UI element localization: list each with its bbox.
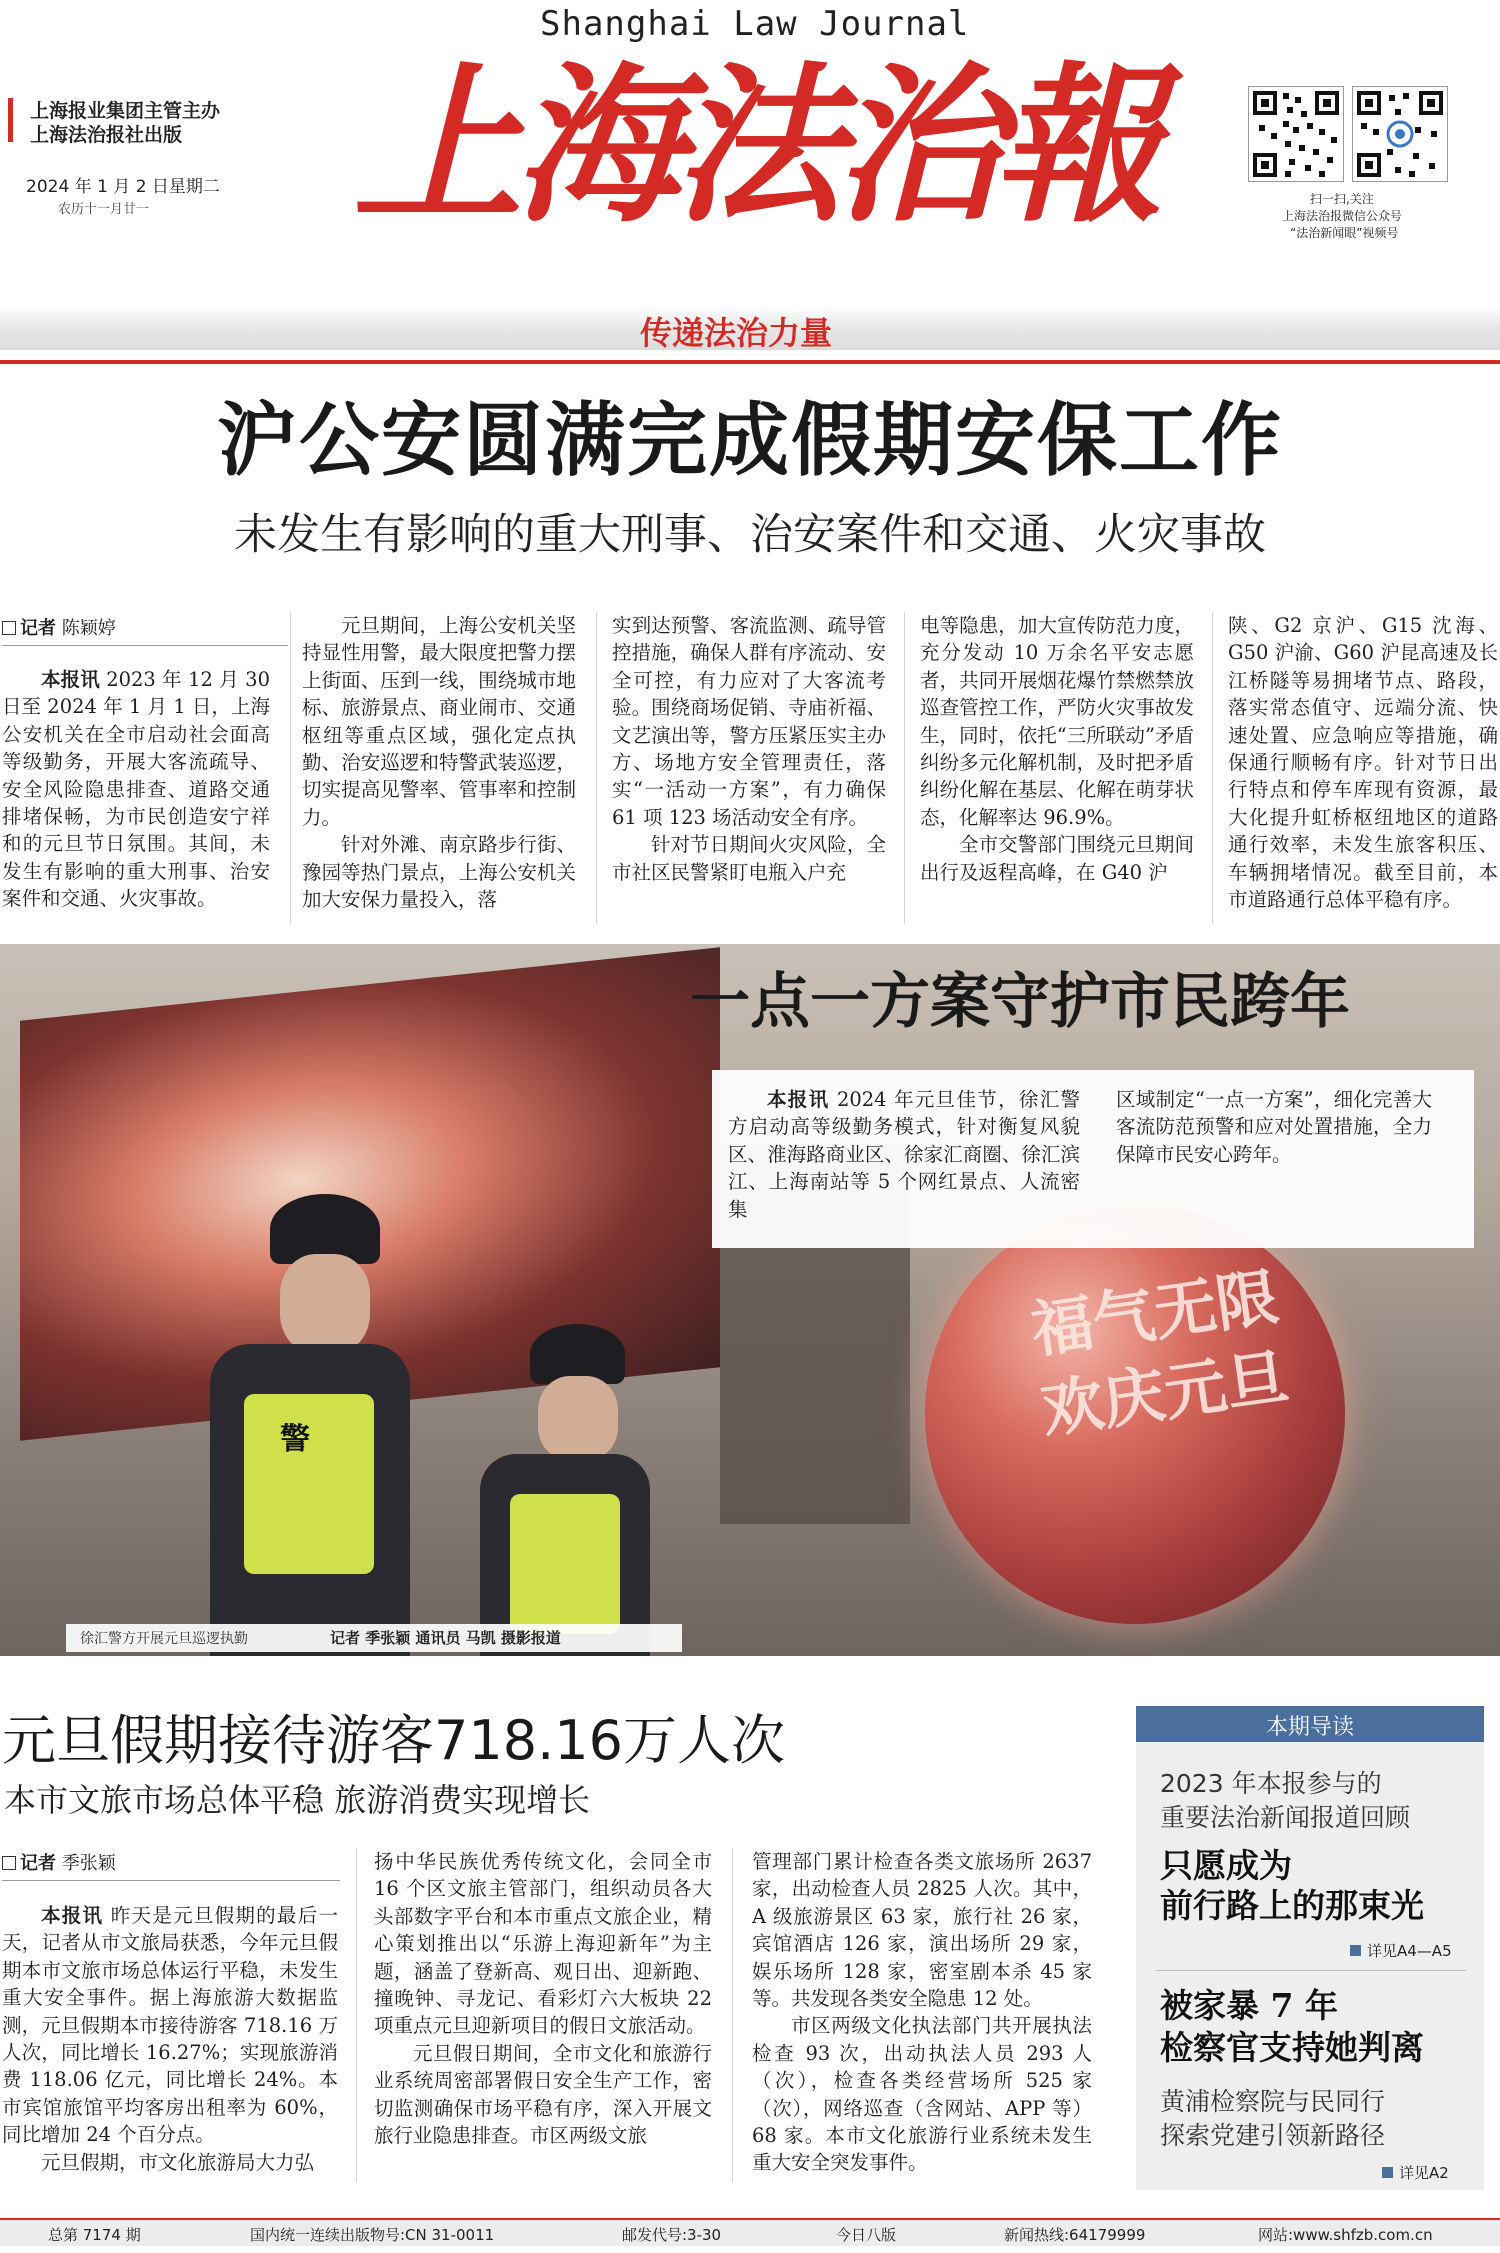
footer-post-code: 邮发代号:3-30	[622, 2226, 722, 2244]
headline-byline	[2, 614, 116, 640]
column-divider	[596, 612, 597, 924]
footer-website[interactable]: 网站:www.shfzb.com.cn	[1258, 2226, 1433, 2244]
guide-item2-line1[interactable]: 只愿成为	[1160, 1846, 1292, 1885]
tourism-lead-label: 本报讯	[41, 1904, 104, 1927]
guide-item2-ref[interactable]	[1350, 1940, 1452, 1961]
headline-col-2	[302, 612, 576, 930]
slogan: 传递法治力量	[640, 314, 833, 352]
column-divider	[732, 1848, 733, 2182]
guide-item1-line1[interactable]: 2023 年本报参与的	[1160, 1769, 1382, 1798]
video-qr-icon[interactable]	[1352, 86, 1448, 182]
headline-col-3-text: 实到达预警、客流监测、疏导管控措施，确保人群有序流动、安全可控，有力应对了大客流考验。围绕商场促销、寺庙祈福、文艺演出等，警方压紧压实主办方、场地方安全管理责任，落实“一活动一方案”，有力确保 61 项 123 场活动安全有序。	[612, 614, 886, 829]
photo-caption: 徐汇警方开展元旦巡逻执勤	[80, 1631, 248, 1647]
byline-label: 记者	[20, 618, 56, 639]
headline-subtitle: 未发生有影响的重大刑事、治安案件和交通、火灾事故	[234, 510, 1266, 560]
guide-item4-line1[interactable]: 黄浦检察院与民同行	[1160, 2087, 1386, 2116]
photo-story-col-2	[1116, 1086, 1432, 1236]
sponsor-line-2: 上海法治报社出版	[30, 124, 183, 146]
photo-story	[0, 944, 1500, 1656]
headline-col-3b-text: 针对节日期间火灾风险，全市社区民警紧盯电瓶入户充	[612, 833, 886, 884]
headline-col-1	[2, 666, 270, 946]
guide-item3-line1[interactable]: 被家暴 7 年	[1160, 1986, 1338, 2025]
qr-caption-3: “法治新闻眼”视频号	[1290, 226, 1399, 240]
photo-story-title: 一点一方案守护市民跨年	[690, 967, 1350, 1037]
tourism-col-3	[752, 1848, 1092, 2192]
byline-rule	[2, 645, 288, 646]
photo-story-body-1: 2024 年元旦佳节，徐汇警方启动高等级勤务模式，针对衡复风貌区、淮海路商业区、徐家汇商圈、徐汇滨江、上海南站等 5 个网红景点、人流密集	[728, 1088, 1080, 1221]
lead-label: 本报讯	[41, 668, 100, 691]
qr-caption-1: 扫一扫,关注	[1310, 192, 1374, 206]
headline-col-4	[920, 612, 1194, 930]
footer-cn: 国内统一连续出版物号:CN 31-0011	[250, 2226, 495, 2244]
headline-col-2-text: 元旦期间，上海公安机关坚持显性用警，最大限度把警力摆上街面、压到一线，围绕城市地标、旅游景点、商业闹市、交通枢纽等重点区域，强化定点执勤、治安巡逻和特警武装巡逻，切实提高见警率、管事率和控制力。	[302, 614, 576, 829]
column-divider	[290, 612, 291, 924]
guide-header: 本期导读	[1265, 1715, 1354, 1740]
ref-square-icon	[1350, 1945, 1361, 1956]
masthead-rule	[0, 360, 1500, 364]
headline-title: 沪公安圆满完成假期安保工作	[217, 393, 1283, 487]
wechat-qr-icon[interactable]	[1248, 86, 1344, 182]
headline-col-3	[612, 612, 886, 930]
guide-item4-line2[interactable]: 探索党建引领新路径	[1160, 2121, 1386, 2150]
column-divider	[356, 1848, 357, 2182]
sphere-text-1: 福气无限	[1026, 1260, 1283, 1367]
guide-item2-ref-text: 详见A4—A5	[1367, 1942, 1452, 1960]
footer-hotline: 新闻热线:64179999	[1004, 2226, 1146, 2244]
tourism-byline	[2, 1849, 116, 1875]
guide-item1-line2[interactable]: 重要法治新闻报道回顾	[1160, 1803, 1411, 1832]
newspaper-title: 上海法治報	[352, 46, 1153, 246]
guide-item3-line2[interactable]: 检察官支持她判离	[1160, 2028, 1424, 2067]
sphere-text-2: 欢庆元旦	[1036, 1340, 1293, 1447]
ref-square-icon	[1382, 2167, 1393, 2178]
photo-story-body-2: 区域制定“一点一方案”，细化完善大客流防范预警和应对处置措施，全力保障市民安心跨年。	[1116, 1088, 1432, 1166]
footer-pages: 今日八版	[836, 2226, 897, 2244]
guide-item4-ref[interactable]	[1382, 2162, 1449, 2183]
qr-caption-2: 上海法治报微信公众号	[1282, 209, 1403, 223]
byline-rule	[2, 1880, 340, 1881]
police-officer-1	[210, 1194, 410, 1654]
photo-story-col-1	[728, 1086, 1080, 1236]
tourism-col-1-text: 昨天是元旦假期的最后一天，记者从市文旅局获悉，今年元旦假期本市文旅市场总体运行平稳，未发生重大安全事件。据上海旅游大数据监测，元旦假期本市接待游客 718.16 万人次，同比增长 16.27%；实现旅游消费 118.06 亿元，同比增长 24%。本市宾馆旅馆平均客房出租率为 60%，同比增加 24 个百分点。	[2, 1904, 338, 2147]
headline-col-4b-text: 全市交警部门围绕元旦期间出行及返程高峰，在 G40 沪	[920, 833, 1194, 884]
photo-credit: 记者 季张颖 通讯员 马凯 摄影报道	[330, 1629, 561, 1647]
english-title: Shanghai Law Journal	[540, 4, 970, 44]
guide-item2-line2[interactable]: 前行路上的那束光	[1160, 1886, 1424, 1925]
byline-name: 陈颖婷	[61, 618, 116, 639]
guide-item4-ref-text: 详见A2	[1399, 2164, 1449, 2182]
photo-lead-label: 本报讯	[767, 1088, 830, 1111]
headline-col-4-text: 电等隐患，加大宣传防范力度，充分发动 10 万余名平安志愿者，共同开展烟花爆竹禁燃禁放巡查管控工作，严防火灾事故发生，同时，依托“三所联动”矛盾纠纷多元化解机制，及时把矛盾纠纷化解在基层、化解在萌芽状态，化解率达 96.9%。	[920, 614, 1194, 829]
sponsor-line-1: 上海报业集团主管主办	[30, 100, 221, 122]
tourism-col-1b-text: 元旦假期，市文化旅游局大力弘	[41, 2150, 315, 2174]
police-officer-2	[480, 1324, 650, 1654]
tourism-byline-name: 季张颖	[61, 1853, 116, 1874]
tourism-col-3b-text: 市区两级文化执法部门共开展执法检查 93 次，出动执法人员 293 人（次），检查各类经营场所 525 家（次），网络巡查（含网站、APP 等）68 家。本市文化旅游行业系统未发生重大安全突发事件。	[752, 2014, 1092, 2175]
tourism-subtitle: 本市文旅市场总体平稳 旅游消费实现增长	[4, 1781, 591, 1819]
headline-col-1-text: 2023 年 12 月 30 日至 2024 年 1 月 1 日，上海公安机关在全市启动社会面高等级勤务，开展大客流疏导、安全风险隐患排查、道路交通排堵保畅，为市民创造安宁祥和的元旦节日氛围。其间，未发生有影响的重大刑事、治安案件和交通、火灾事故。	[2, 668, 270, 911]
lunar-date: 农历十一月廿一	[58, 202, 150, 217]
guide-divider	[1156, 1970, 1466, 1971]
masthead-red-marker	[8, 98, 13, 142]
footer-issue: 总第 7174 期	[48, 2226, 141, 2244]
tourism-col-1	[2, 1902, 338, 2192]
tourism-col-3-text: 管理部门累计检查各类文旅场所 2637 家，出动检查人员 2825 人次。其中，A 级旅游景区 63 家，旅行社 26 家，宾馆酒店 126 家，演出场所 29 家，娱乐场所 128 家，密室剧本杀 45 家等。共发现各类安全隐患 12 处。	[752, 1850, 1092, 2011]
tourism-col-2b-text: 元旦假日期间，全市文化和旅游行业系统周密部署假日安全生产工作，密切监测确保市场平稳有序，深入开展文旅行业隐患排查。市区两级文旅	[374, 2041, 712, 2148]
byline-box-icon	[2, 621, 16, 635]
column-divider	[1212, 612, 1213, 924]
headline-col-5-text: 陕、G2 京沪、G15 沈海、G50 沪渝、G60 沪昆高速及长江桥隧等易拥堵节点、路段，落实常态值守、远端分流、快速处置、应急响应等措施，确保通行顺畅有序。针对节日出行特点和停车库现有资源，最大化提升虹桥枢纽地区的道路通行效率，未发生旅客积压、车辆拥堵情况。截至目前，本市道路通行总体平稳有序。	[1228, 614, 1498, 912]
vest-label: 警	[280, 1422, 310, 1457]
headline-col-5	[1228, 612, 1498, 930]
tourism-title: 元旦假期接待游客718.16万人次	[2, 1709, 785, 1772]
issue-date: 2024 年 1 月 2 日星期二	[26, 177, 220, 197]
column-divider	[904, 612, 905, 924]
tourism-col-2	[374, 1848, 712, 2192]
headline-col-2b-text: 针对外滩、南京路步行街、豫园等热门景点，上海公安机关加大安保力量投入，落	[302, 833, 576, 912]
tourism-col-2-text: 扬中华民族优秀传统文化，会同全市 16 个区文旅主管部门，组织动员各大头部数字平台和本市重点文旅企业，精心策划推出以“乐游上海迎新年”为主题，涵盖了登新高、观日出、迎新跑、撞晚钟、寻龙记、看彩灯六大板块 22 项重点元旦迎新项目的假日文旅活动。	[374, 1850, 712, 2038]
byline-box-icon	[2, 1856, 16, 1870]
tourism-byline-label: 记者	[20, 1853, 56, 1874]
